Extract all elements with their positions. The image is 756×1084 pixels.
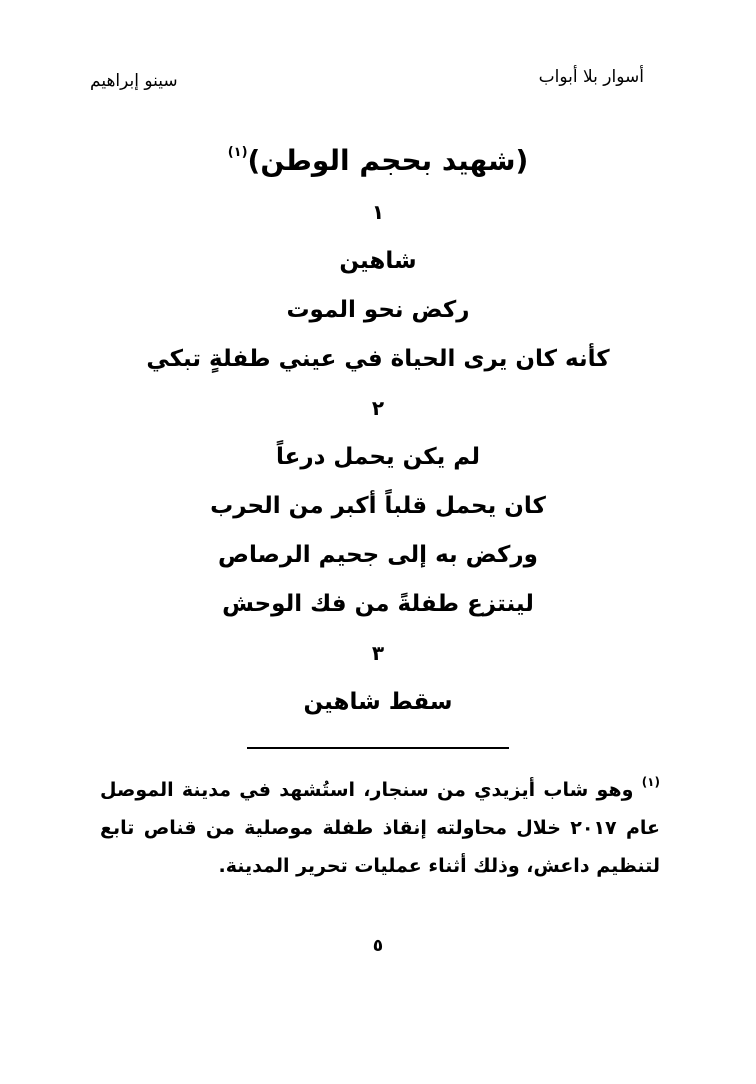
header-author-name: سينو إبراهيم	[90, 71, 178, 91]
poem-verse: سقط شاهين	[303, 689, 453, 715]
title-footnote-ref: (١)	[227, 145, 248, 160]
footnote-divider	[247, 747, 509, 749]
header-book-title: أسوار بلا أبواب	[538, 67, 644, 87]
page-number: ٥	[372, 936, 384, 956]
footnote-ref: (١)	[641, 775, 660, 789]
poem-verse: لينتزع طفلةً من فك الوحش	[222, 591, 534, 617]
poem-verse: وركض به إلى جحيم الرصاص	[218, 542, 538, 568]
poem-section-number: ٣	[371, 641, 385, 665]
poem-verse: ركض نحو الموت	[286, 297, 470, 323]
poem-verse: لم يكن يحمل درعاً	[276, 444, 480, 470]
poem-verse: شاهين	[339, 248, 417, 274]
running-header	[0, 60, 756, 94]
footnote-text: وهو شاب أيزيدي من سنجار، استُشهد في مدينة الموصل عام ٢٠١٧ خلال محاولته إنقاذ طفلة موصلية من قناص تابع لتنظيم داعش، وذلك أثناء عمليات تحرير المدينة.	[100, 779, 660, 877]
poem-verse: كان يحمل قلباً أكبر من الحرب	[210, 493, 546, 519]
poem-body	[0, 188, 756, 727]
poem-title	[0, 132, 756, 182]
footnote	[100, 763, 660, 885]
poem-verse: كأنه كان يرى الحياة في عيني طفلةٍ تبكي	[146, 346, 610, 372]
poem-section-number: ٢	[371, 396, 385, 420]
poem-title-text: (شهيد بحجم الوطن)	[247, 144, 529, 177]
poem-section-number: ١	[371, 200, 385, 224]
